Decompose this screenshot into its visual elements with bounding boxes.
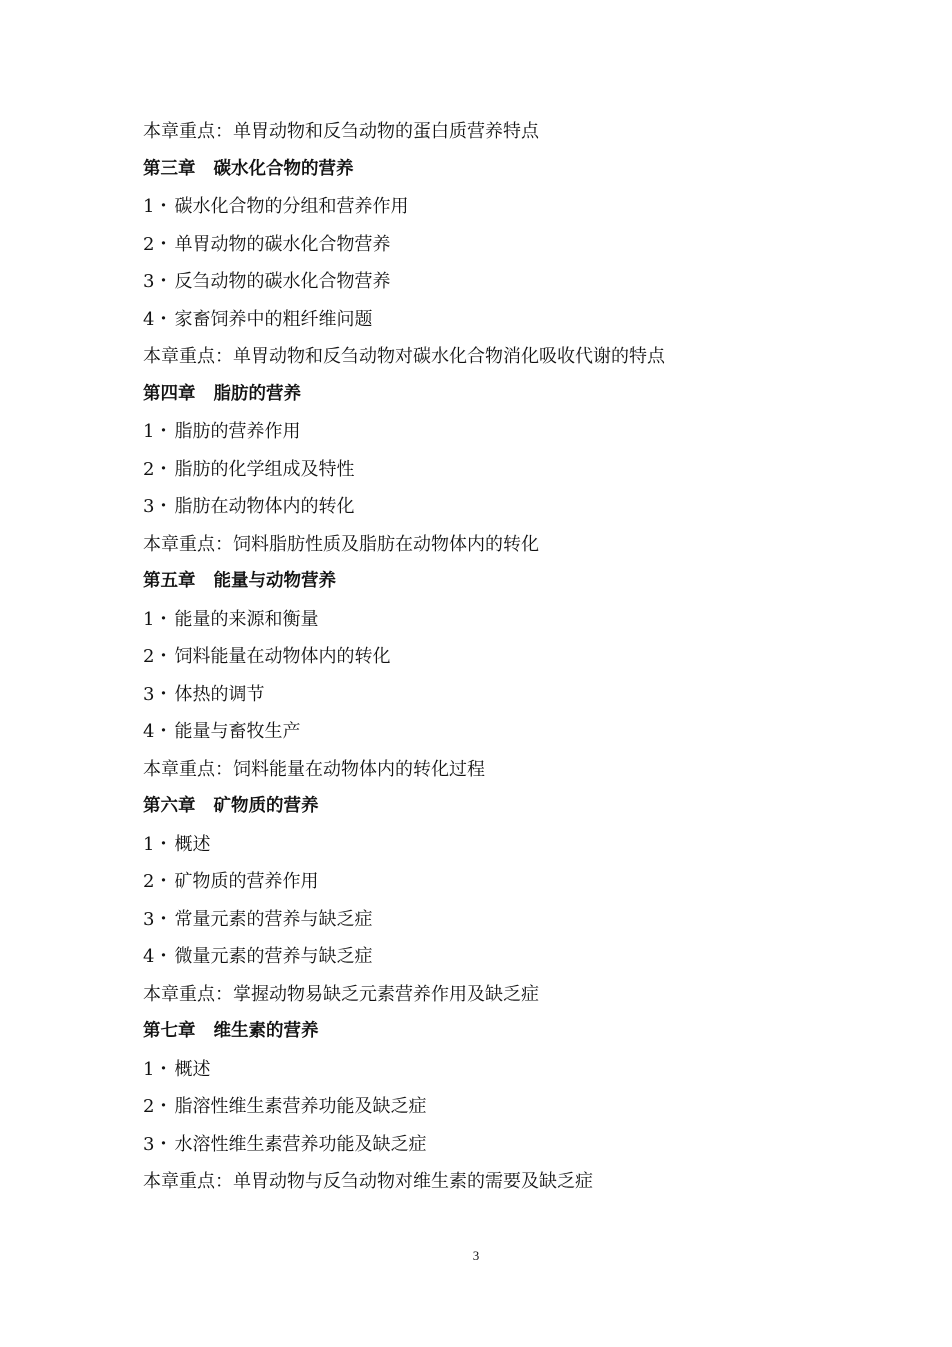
chapter-title: 能量与动物营养 — [213, 571, 336, 591]
list-item-index: 2・ — [143, 233, 173, 255]
chapter-heading — [143, 1013, 823, 1051]
chapter-key-point: 本章重点：单胃动物和反刍动物对碳水化合物消化吸收代谢的特点 — [143, 346, 665, 367]
list-item-text: 反刍动物的碳水化合物营养 — [174, 271, 391, 292]
list-item — [143, 488, 823, 526]
chapter-title: 碳水化合物的营养 — [213, 158, 354, 179]
chapter-section — [143, 376, 823, 564]
chapter-section — [143, 788, 823, 1013]
chapter-key-point: 本章重点：饲料能量在动物体内的转化过程 — [143, 758, 485, 780]
list-item-text: 脂肪在动物体内的转化 — [174, 496, 355, 517]
list-item-text: 脂肪的化学组成及特性 — [174, 458, 355, 480]
list-item-index: 2・ — [143, 871, 173, 892]
list-item-index: 1・ — [143, 608, 173, 630]
page-number: 3 — [472, 1248, 480, 1263]
chapter-key-point: 本章重点：饲料脂肪性质及脂肪在动物体内的转化 — [143, 533, 539, 555]
chapter-section — [143, 563, 823, 788]
list-item-text: 脂肪的营养作用 — [174, 421, 301, 442]
list-item-text: 能量的来源和衡量 — [174, 608, 319, 630]
list-item — [143, 413, 823, 451]
list-item — [143, 938, 823, 976]
list-item — [143, 676, 823, 714]
list-item-index: 1・ — [143, 196, 173, 217]
list-item — [143, 713, 823, 751]
chapter-number: 第七章 — [143, 1021, 196, 1041]
list-item-text: 家畜饲养中的粗纤维问题 — [174, 308, 373, 330]
list-item — [143, 1088, 823, 1126]
intro-key-point: 本章重点：单胃动物和反刍动物的蛋白质营养特点 — [143, 121, 539, 142]
list-item-index: 2・ — [143, 458, 173, 480]
chapter-key-point: 本章重点：掌握动物易缺乏元素营养作用及缺乏症 — [143, 983, 539, 1005]
chapter-number: 第六章 — [143, 796, 196, 816]
list-item-text: 矿物质的营养作用 — [174, 871, 319, 892]
chapter-title: 矿物质的营养 — [213, 796, 319, 816]
list-item-text: 微量元素的营养与缺乏症 — [174, 946, 373, 967]
list-item-text: 常量元素的营养与缺乏症 — [174, 908, 373, 930]
list-item-text: 脂溶性维生素营养功能及缺乏症 — [174, 1096, 427, 1117]
list-item-index: 3・ — [143, 908, 173, 930]
list-item-text: 碳水化合物的分组和营养作用 — [174, 196, 409, 217]
list-item — [143, 1051, 823, 1089]
list-item-index: 3・ — [143, 1133, 173, 1155]
list-item — [143, 451, 823, 489]
chapter-number: 第四章 — [143, 383, 196, 404]
list-item-index: 3・ — [143, 271, 173, 292]
chapter-number: 第五章 — [143, 571, 196, 591]
chapter-section — [143, 1013, 823, 1201]
chapter-heading — [143, 788, 823, 826]
list-item-text: 单胃动物的碳水化合物营养 — [174, 233, 391, 255]
list-item — [143, 601, 823, 639]
list-item-index: 2・ — [143, 646, 173, 667]
list-item — [143, 826, 823, 864]
list-item — [143, 638, 823, 676]
list-item — [143, 1126, 823, 1164]
chapter-heading — [143, 151, 823, 189]
chapter-key-point: 本章重点：单胃动物与反刍动物对维生素的需要及缺乏症 — [143, 1171, 593, 1192]
list-item-index: 3・ — [143, 683, 173, 705]
list-item-text: 概述 — [174, 833, 211, 855]
chapter-list — [143, 151, 823, 1201]
chapter-section — [143, 151, 823, 376]
list-item-index: 1・ — [143, 1058, 173, 1080]
list-item-text: 能量与畜牧生产 — [174, 721, 301, 742]
list-item-text: 概述 — [174, 1058, 211, 1080]
chapter-title: 维生素的营养 — [213, 1021, 319, 1041]
list-item-text: 体热的调节 — [174, 683, 265, 705]
list-item-text: 饲料能量在动物体内的转化 — [174, 646, 391, 667]
list-item — [143, 188, 823, 226]
chapter-title: 脂肪的营养 — [213, 383, 301, 404]
list-item-text: 水溶性维生素营养功能及缺乏症 — [174, 1133, 427, 1155]
document-body — [143, 113, 823, 1201]
list-item-index: 3・ — [143, 496, 173, 517]
list-item — [143, 863, 823, 901]
list-item — [143, 263, 823, 301]
list-item-index: 2・ — [143, 1096, 173, 1117]
list-item-index: 4・ — [143, 721, 173, 742]
chapter-heading — [143, 376, 823, 414]
chapter-number: 第三章 — [143, 158, 196, 179]
list-item-index: 1・ — [143, 421, 173, 442]
list-item-index: 4・ — [143, 308, 173, 330]
list-item-index: 4・ — [143, 946, 173, 967]
list-item-index: 1・ — [143, 833, 173, 855]
list-item — [143, 901, 823, 939]
list-item — [143, 226, 823, 264]
list-item — [143, 301, 823, 339]
chapter-heading — [143, 563, 823, 601]
